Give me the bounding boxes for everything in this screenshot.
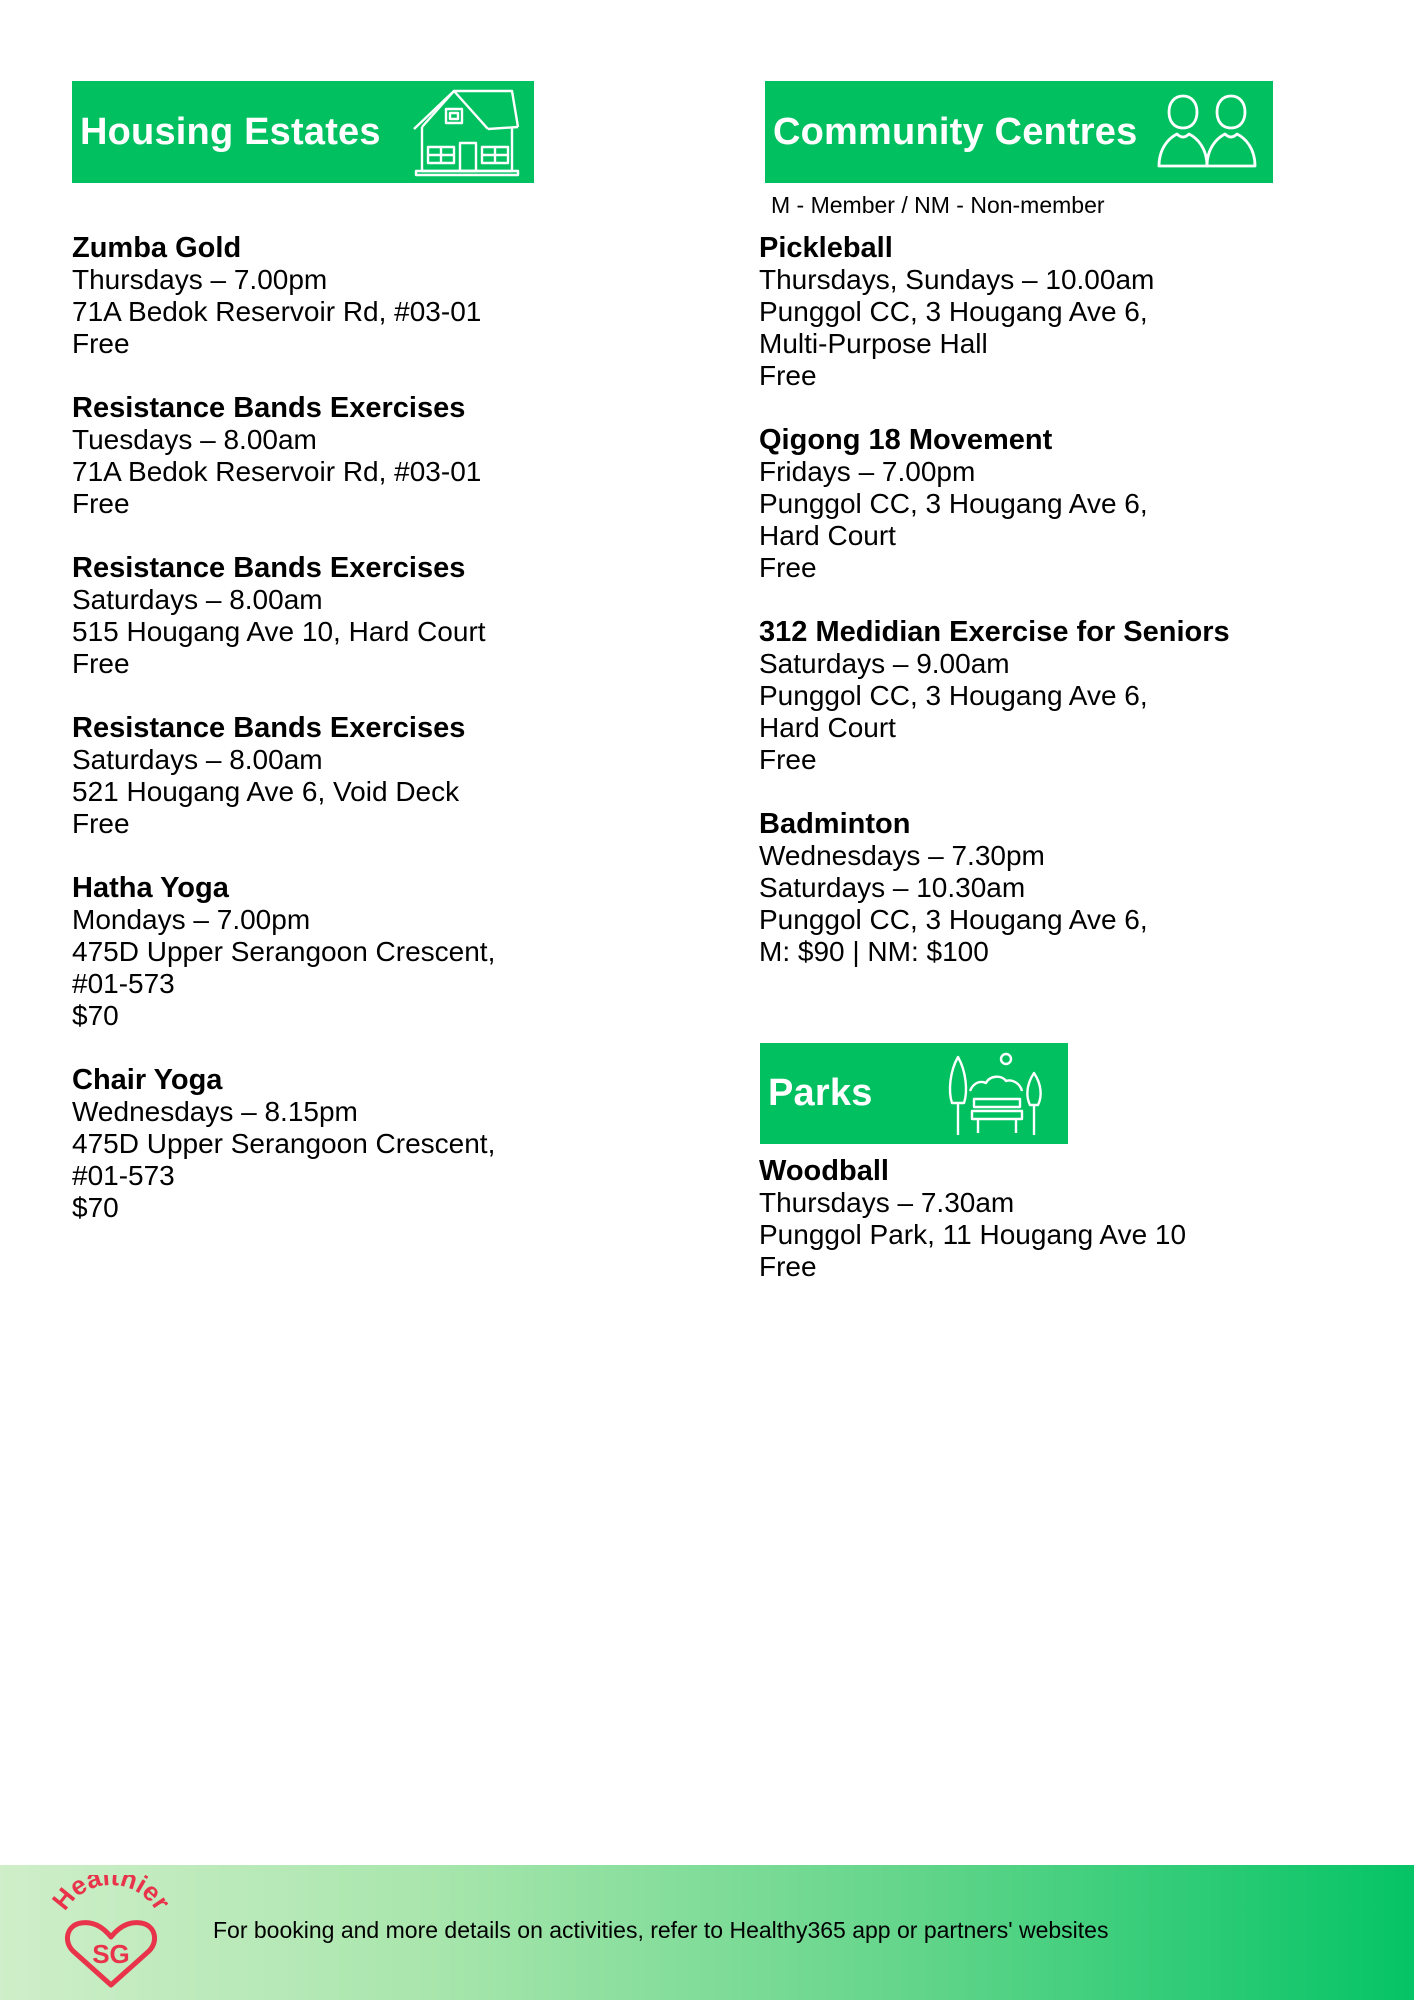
- activity-schedule: Thursdays – 7.30am: [759, 1187, 1015, 1218]
- activity-resistance-bands-1: [72, 392, 672, 520]
- activity-medidian-exercise: [759, 616, 1399, 776]
- community-activities: [759, 232, 1399, 1000]
- activity-name: Badminton: [759, 808, 911, 840]
- housing-estates-title: Housing Estates: [80, 110, 381, 153]
- activity-venue: Multi-Purpose Hall: [759, 328, 988, 359]
- park-icon: [946, 1051, 1046, 1137]
- activity-name: Chair Yoga: [72, 1064, 223, 1096]
- activity-name: Resistance Bands Exercises: [72, 552, 466, 584]
- activity-schedule: Tuesdays – 8.00am: [72, 424, 317, 455]
- activity-price: Free: [72, 488, 130, 519]
- activity-qigong: [759, 424, 1399, 584]
- housing-activities: [72, 232, 672, 1256]
- activity-pickleball: [759, 232, 1399, 392]
- activity-location: 515 Hougang Ave 10, Hard Court: [72, 616, 486, 647]
- activity-location: 475D Upper Serangoon Crescent,: [72, 1128, 496, 1159]
- logo-top-text: Healthier: [45, 1875, 175, 1916]
- activity-name: Resistance Bands Exercises: [72, 712, 466, 744]
- footer-bar: [0, 1865, 1414, 2000]
- people-icon: [1155, 92, 1259, 172]
- activity-price: $70: [72, 1192, 119, 1223]
- healthier-sg-logo: [45, 1875, 175, 2000]
- activity-location: 475D Upper Serangoon Crescent,: [72, 936, 496, 967]
- activity-resistance-bands-3: [72, 712, 672, 840]
- activity-location-unit: #01-573: [72, 1160, 175, 1191]
- activity-location: Punggol CC, 3 Hougang Ave 6,: [759, 904, 1148, 935]
- housing-estates-banner: [72, 81, 534, 183]
- activity-venue: Hard Court: [759, 520, 896, 551]
- activity-price: Free: [759, 1251, 817, 1282]
- activity-name: Hatha Yoga: [72, 872, 229, 904]
- activity-schedule: Fridays – 7.00pm: [759, 456, 976, 487]
- activity-venue: Hard Court: [759, 712, 896, 743]
- activity-schedule-2: Saturdays – 10.30am: [759, 872, 1026, 903]
- activity-price: Free: [759, 744, 817, 775]
- activity-location: 71A Bedok Reservoir Rd, #03-01: [72, 456, 482, 487]
- activity-schedule: Mondays – 7.00pm: [72, 904, 311, 935]
- house-icon: [408, 87, 520, 177]
- activity-location: 521 Hougang Ave 6, Void Deck: [72, 776, 460, 807]
- activity-schedule: Saturdays – 9.00am: [759, 648, 1010, 679]
- activity-schedule: Saturdays – 8.00am: [72, 584, 323, 615]
- activity-name: Qigong 18 Movement: [759, 424, 1053, 456]
- activity-name: Resistance Bands Exercises: [72, 392, 466, 424]
- community-centres-title: Community Centres: [773, 110, 1138, 153]
- activity-woodball: [759, 1155, 1399, 1283]
- activity-schedule: Wednesdays – 7.30pm: [759, 840, 1045, 871]
- activity-name: Zumba Gold: [72, 232, 242, 264]
- activity-badminton: [759, 808, 1399, 968]
- activity-location: Punggol CC, 3 Hougang Ave 6,: [759, 296, 1148, 327]
- activity-zumba-gold: [72, 232, 672, 360]
- footer-note: For booking and more details on activities, refer to Healthy365 app or partners' websites: [213, 1917, 1109, 1943]
- activity-name: Woodball: [759, 1155, 889, 1187]
- community-centres-banner: [765, 81, 1273, 183]
- activity-location: Punggol Park, 11 Hougang Ave 10: [759, 1219, 1187, 1250]
- parks-title: Parks: [768, 1072, 873, 1114]
- activity-price: Free: [759, 360, 817, 391]
- activity-location-unit: #01-573: [72, 968, 175, 999]
- activity-schedule: Thursdays, Sundays – 10.00am: [759, 264, 1155, 295]
- activity-schedule: Wednesdays – 8.15pm: [72, 1096, 358, 1127]
- activity-price: Free: [72, 328, 130, 359]
- activity-price: $70: [72, 1000, 119, 1031]
- parks-banner: [760, 1043, 1068, 1144]
- svg-text:Healthier: [46, 1875, 175, 1915]
- activity-hatha-yoga: [72, 872, 672, 1032]
- activity-location: Punggol CC, 3 Hougang Ave 6,: [759, 488, 1148, 519]
- activity-name: 312 Medidian Exercise for Seniors: [759, 616, 1230, 648]
- activity-price: Free: [72, 648, 130, 679]
- member-legend: M - Member / NM - Non-member: [771, 192, 1105, 218]
- activity-price: M: $90 | NM: $100: [759, 936, 989, 967]
- activity-resistance-bands-2: [72, 552, 672, 680]
- parks-activities: [759, 1155, 1399, 1315]
- activity-location: Punggol CC, 3 Hougang Ave 6,: [759, 680, 1148, 711]
- activity-price: Free: [759, 552, 817, 583]
- activity-location: 71A Bedok Reservoir Rd, #03-01: [72, 296, 482, 327]
- logo-bottom-text: SG: [92, 1939, 130, 1969]
- activity-price: Free: [72, 808, 130, 839]
- activity-schedule: Saturdays – 8.00am: [72, 744, 323, 775]
- activity-name: Pickleball: [759, 232, 893, 264]
- activity-schedule: Thursdays – 7.00pm: [72, 264, 328, 295]
- activity-chair-yoga: [72, 1064, 672, 1224]
